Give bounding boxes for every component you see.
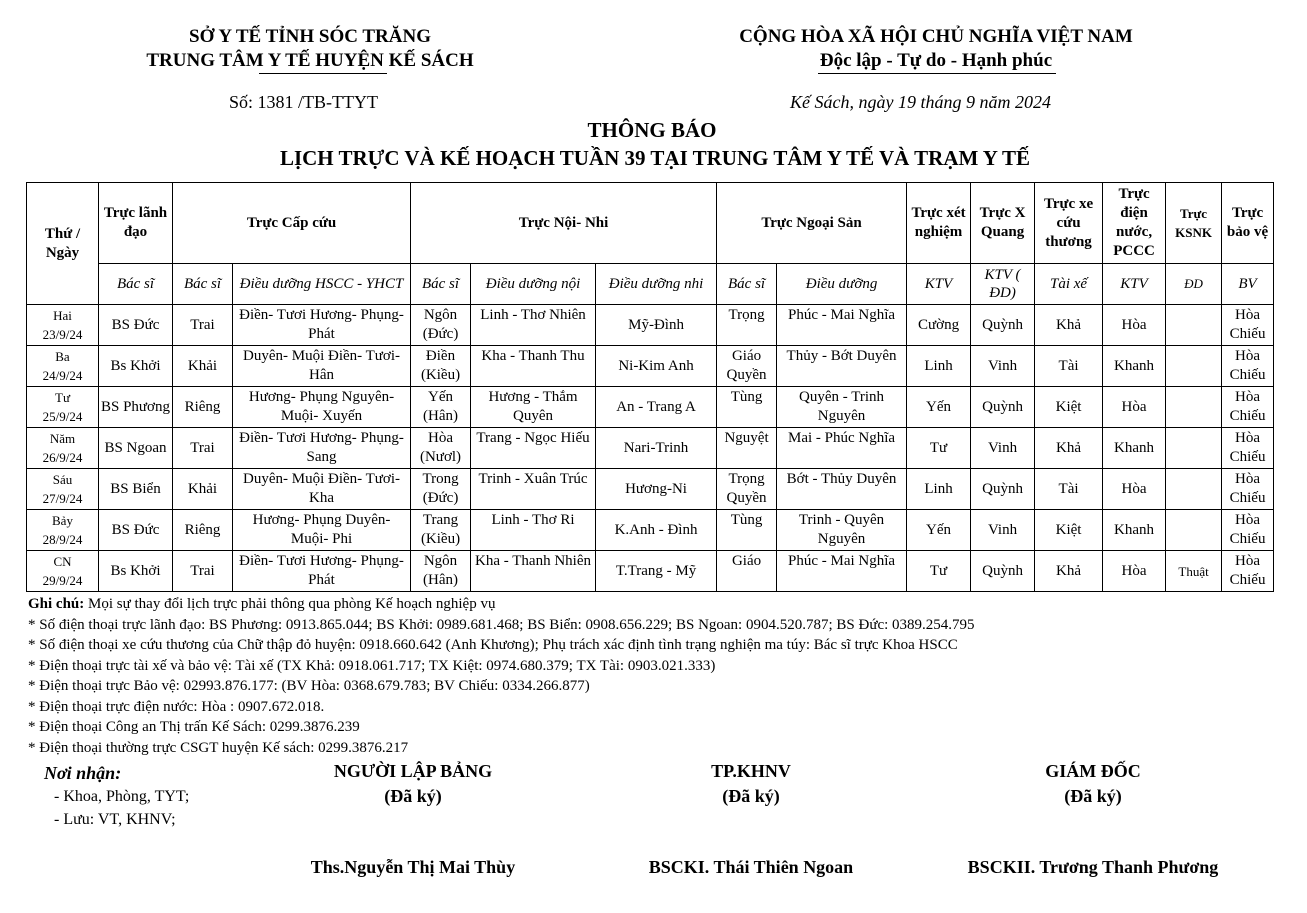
sub-ambulance: Tài xế [1035,264,1103,305]
duty-su-nurse: Quyên - Trinh Nguyên [777,387,907,428]
duty-pe-nurse: An - Trang A [596,387,717,428]
duty-em-nurse: Điền- Tươi Hương- Phụng- Phát [233,305,411,346]
duty-in-nurse: Linh - Thơ Nhiên [471,305,596,346]
country-line1: CỘNG HÒA XÃ HỘI CHỦ NGHĨA VIỆT NAM [739,26,1133,47]
doc-number: Số: 1381 /TB-TTYT [229,92,378,112]
duty-ksnk [1166,428,1222,469]
signature-name: BSCKII. Trương Thanh Phương [967,857,1219,877]
duty-xray: Vinh [971,346,1035,387]
duty-su-nurse: Phúc - Mai Nghĩa [777,305,907,346]
duty-lab: Tư [907,428,971,469]
notes-block [28,594,975,758]
country-line2: Độc lập - Tự do - Hạnh phúc [819,50,1053,71]
header-lab: Trực xét nghiệm [907,183,971,264]
duty-leader: BS Biển [99,469,173,510]
duty-in-nurse: Trinh - Xuân Trúc [471,469,596,510]
signature-name: Ths.Nguyễn Thị Mai Thùy [310,857,516,877]
sub-lab: KTV [907,264,971,305]
day-cell [27,387,99,428]
duty-utilities: Hòa [1103,469,1166,510]
header-emergency: Trực Cấp cứu [173,183,411,264]
duty-ambulance: Tài [1035,469,1103,510]
header-ksnk: Trực KSNK [1166,183,1222,264]
duty-in-nurse: Hương - Thắm Quyên [471,387,596,428]
duty-security: Hòa Chiếu [1222,305,1274,346]
phone-note: * Điện thoại thường trực CSGT huyện Kế sách: 0299.3876.217 [28,739,409,756]
signature-name: BSCKI. Thái Thiên Ngoan [648,857,854,877]
duty-in-doctor: Hòa (Nươl) [411,428,471,469]
day-date: 26/9/24 [42,450,83,465]
table-row [27,510,1274,551]
duty-utilities: Hòa [1103,305,1166,346]
org-line2: TRUNG TÂM Y TẾ HUYỆN KẾ SÁCH [146,50,474,71]
duty-leader: BS Đức [99,510,173,551]
duty-utilities: Hòa [1103,551,1166,592]
signature-status: (Đã ký) [1064,786,1122,806]
org-line1: SỞ Y TẾ TỈNH SÓC TRĂNG [189,26,431,47]
duty-ksnk: Thuật [1166,551,1222,592]
sub-em-doctor: Bác sĩ [173,264,233,305]
recipients [44,762,189,831]
header-day: Thứ / Ngày [27,183,99,305]
duty-su-nurse: Trinh - Quyên Nguyên [777,510,907,551]
header-xray: Trực X Quang [971,183,1035,264]
duty-security: Hòa Chiếu [1222,510,1274,551]
sub-xray: KTV ( ĐD) [971,264,1035,305]
duty-em-nurse: Hương- Phụng Nguyên- Muội- Xuyến [233,387,411,428]
duty-su-doctor: Giáo Quyền [717,346,777,387]
duty-in-nurse: Trang - Ngọc Hiếu [471,428,596,469]
day-name: Tư [55,390,70,405]
duty-lab: Cường [907,305,971,346]
duty-lab: Yến [907,387,971,428]
note-text: Mọi sự thay đổi lịch trực phải thông qua phòng Kế hoạch nghiệp vụ [84,596,496,612]
duty-su-doctor: Nguyệt [717,428,777,469]
sub-em-nurse: Điều dưỡng HSCC - YHCT [233,264,411,305]
sub-su-nurse: Điều dưỡng [777,264,907,305]
duty-lab: Linh [907,469,971,510]
phone-note: * Số điện thoại trực lãnh đạo: BS Phương: 0913.865.044; BS Khởi: 0989.681.468; BS Biển: 0908.656.229; BS Ngoan: 0904.520.787; BS Đức: 0389.254.795 [28,616,975,633]
duty-lab: Yến [907,510,971,551]
duty-in-doctor: Điền (Kiều) [411,346,471,387]
duty-ksnk [1166,469,1222,510]
day-cell [27,510,99,551]
phone-note: * Số điện thoại xe cứu thương của Chữ thập đỏ huyện: 0918.660.642 (Anh Khương); Phụ trách xác định tình trạng nghiện ma túy: Bác sĩ trực Khoa HSCC [28,637,958,653]
day-name: Sáu [52,472,73,487]
table-row [27,551,1274,592]
org-underline [259,73,387,74]
duty-em-nurse: Duyên- Muội Điền- Tươi- Kha [233,469,411,510]
duty-xray: Quỳnh [971,305,1035,346]
sub-in-doctor: Bác sĩ [411,264,471,305]
duty-su-doctor: Giáo [717,551,777,592]
duty-pe-nurse: T.Trang - Mỹ [596,551,717,592]
duty-ambulance: Kiệt [1035,510,1103,551]
duty-leader: BS Đức [99,305,173,346]
duty-em-doctor: Trai [173,428,233,469]
duty-xray: Vinh [971,428,1035,469]
duty-leader: Bs Khởi [99,551,173,592]
sub-pe-nurse: Điều dưỡng nhi [596,264,717,305]
duty-in-nurse: Kha - Thanh Thu [471,346,596,387]
duty-pe-nurse: Nari-Trinh [596,428,717,469]
duty-pe-nurse: Ni-Kim Anh [596,346,717,387]
header-utilities: Trực điện nước, PCCC [1103,183,1166,264]
duty-su-doctor: Tùng [717,510,777,551]
day-date: 29/9/24 [42,573,83,588]
duty-leader: BS Phương [99,387,173,428]
recipient-item: - Lưu: VT, KHNV; [54,811,176,828]
day-name: Hai [53,308,72,323]
phone-note: * Điện thoại Công an Thị trấn Kế Sách: 0299.3876.239 [28,719,360,735]
duty-schedule-table [26,182,1274,592]
day-name: Bảy [52,513,73,528]
duty-lab: Tư [907,551,971,592]
sub-ksnk: ĐD [1166,264,1222,305]
schedule-title: LỊCH TRỰC VÀ KẾ HOẠCH TUẦN 39 TẠI TRUNG TÂM Y TẾ VÀ TRẠM Y TẾ [279,146,1031,170]
duty-su-doctor: Trọng Quyền [717,469,777,510]
day-date: 27/9/24 [42,491,83,506]
signature-status: (Đã ký) [384,786,442,806]
duty-leader: Bs Khởi [99,346,173,387]
duty-in-doctor: Ngôn (Đức) [411,305,471,346]
day-cell [27,305,99,346]
duty-utilities: Khanh [1103,428,1166,469]
duty-security: Hòa Chiếu [1222,387,1274,428]
signature-role: TP.KHNV [711,761,791,781]
day-name: Năm [49,431,76,446]
recipient-item: - Khoa, Phòng, TYT; [54,788,190,805]
duty-in-doctor: Trong (Đức) [411,469,471,510]
duty-em-nurse: Hương- Phụng Duyên- Muội- Phi [233,510,411,551]
duty-su-doctor: Trọng [717,305,777,346]
duty-xray: Quỳnh [971,469,1035,510]
day-cell [27,346,99,387]
duty-xray: Quỳnh [971,551,1035,592]
duty-em-doctor: Trai [173,305,233,346]
sub-security: BV [1222,264,1274,305]
duty-pe-nurse: K.Anh - Đình [596,510,717,551]
duty-security: Hòa Chiếu [1222,551,1274,592]
duty-utilities: Khanh [1103,346,1166,387]
header-internal: Trực Nội- Nhi [411,183,717,264]
duty-ambulance: Tài [1035,346,1103,387]
day-cell [27,551,99,592]
duty-security: Hòa Chiếu [1222,428,1274,469]
duty-su-doctor: Tùng [717,387,777,428]
recipients-label: Nơi nhận: [44,763,122,783]
duty-ambulance: Khả [1035,551,1103,592]
duty-em-doctor: Trai [173,551,233,592]
duty-lab: Linh [907,346,971,387]
sub-utilities: KTV [1103,264,1166,305]
duty-xray: Quỳnh [971,387,1035,428]
duty-em-nurse: Duyên- Muội Điền- Tươi- Hân [233,346,411,387]
day-cell [27,428,99,469]
signature-status: (Đã ký) [722,786,780,806]
duty-su-nurse: Phúc - Mai Nghĩa [777,551,907,592]
duty-ksnk [1166,346,1222,387]
duty-em-nurse: Điền- Tươi Hương- Phụng- Sang [233,428,411,469]
phone-note: * Điện thoại trực điện nước: Hòa : 0907.672.018. [28,698,325,715]
duty-pe-nurse: Mỹ-Đình [596,305,717,346]
duty-in-nurse: Linh - Thơ Ri [471,510,596,551]
duty-em-doctor: Riêng [173,510,233,551]
notice-title: THÔNG BÁO [587,118,717,142]
sub-in-nurse: Điều dưỡng nội [471,264,596,305]
header-leader: Trực lãnh đạo [99,183,173,264]
duty-utilities: Khanh [1103,510,1166,551]
duty-em-doctor: Khải [173,469,233,510]
duty-in-doctor: Yến (Hân) [411,387,471,428]
duty-em-doctor: Riêng [173,387,233,428]
duty-leader: BS Ngoan [99,428,173,469]
header-ambulance: Trực xe cứu thương [1035,183,1103,264]
place-date: Kế Sách, ngày 19 tháng 9 năm 2024 [790,92,1051,112]
duty-ksnk [1166,305,1222,346]
duty-ambulance: Khả [1035,428,1103,469]
duty-pe-nurse: Hương-Ni [596,469,717,510]
duty-su-nurse: Thủy - Bớt Duyên [777,346,907,387]
duty-em-nurse: Điền- Tươi Hương- Phụng- Phát [233,551,411,592]
duty-ambulance: Khả [1035,305,1103,346]
duty-security: Hòa Chiếu [1222,346,1274,387]
duty-xray: Vinh [971,510,1035,551]
duty-in-doctor: Trang (Kiều) [411,510,471,551]
day-date: 25/9/24 [42,409,83,424]
phone-note: * Điện thoại trực Bảo vệ: 02993.876.177: (BV Hòa: 0368.679.783; BV Chiếu: 0334.266.877) [28,678,590,694]
day-cell [27,469,99,510]
note-label: Ghi chú: [28,596,85,612]
table-row [27,428,1274,469]
sub-leader: Bác sĩ [99,264,173,305]
sub-su-doctor: Bác sĩ [717,264,777,305]
duty-su-nurse: Bớt - Thủy Duyên [777,469,907,510]
day-name: CN [53,554,72,569]
header-security: Trực bảo vệ [1222,183,1274,264]
table-row [27,387,1274,428]
day-date: 24/9/24 [42,368,83,383]
duty-ksnk [1166,510,1222,551]
duty-em-doctor: Khải [173,346,233,387]
signature-role: GIÁM ĐỐC [1045,761,1141,781]
table-row [27,469,1274,510]
motto-underline [818,73,1056,74]
day-date: 28/9/24 [42,532,83,547]
day-date: 23/9/24 [42,327,83,342]
table-row [27,305,1274,346]
header-surgery: Trực Ngoại Sản [717,183,907,264]
note-line [28,594,975,615]
duty-utilities: Hòa [1103,387,1166,428]
duty-in-nurse: Kha - Thanh Nhiên [471,551,596,592]
duty-su-nurse: Mai - Phúc Nghĩa [777,428,907,469]
signature-role: NGƯỜI LẬP BẢNG [333,761,493,781]
duty-ambulance: Kiệt [1035,387,1103,428]
duty-security: Hòa Chiếu [1222,469,1274,510]
duty-ksnk [1166,387,1222,428]
duty-in-doctor: Ngôn (Hân) [411,551,471,592]
phone-note: * Điện thoại trực tài xế và bảo vệ: Tài xế (TX Khả: 0918.061.717; TX Kiệt: 0974.680.379; TX Tài: 0903.021.333) [28,657,716,674]
table-row [27,346,1274,387]
day-name: Ba [55,349,70,364]
